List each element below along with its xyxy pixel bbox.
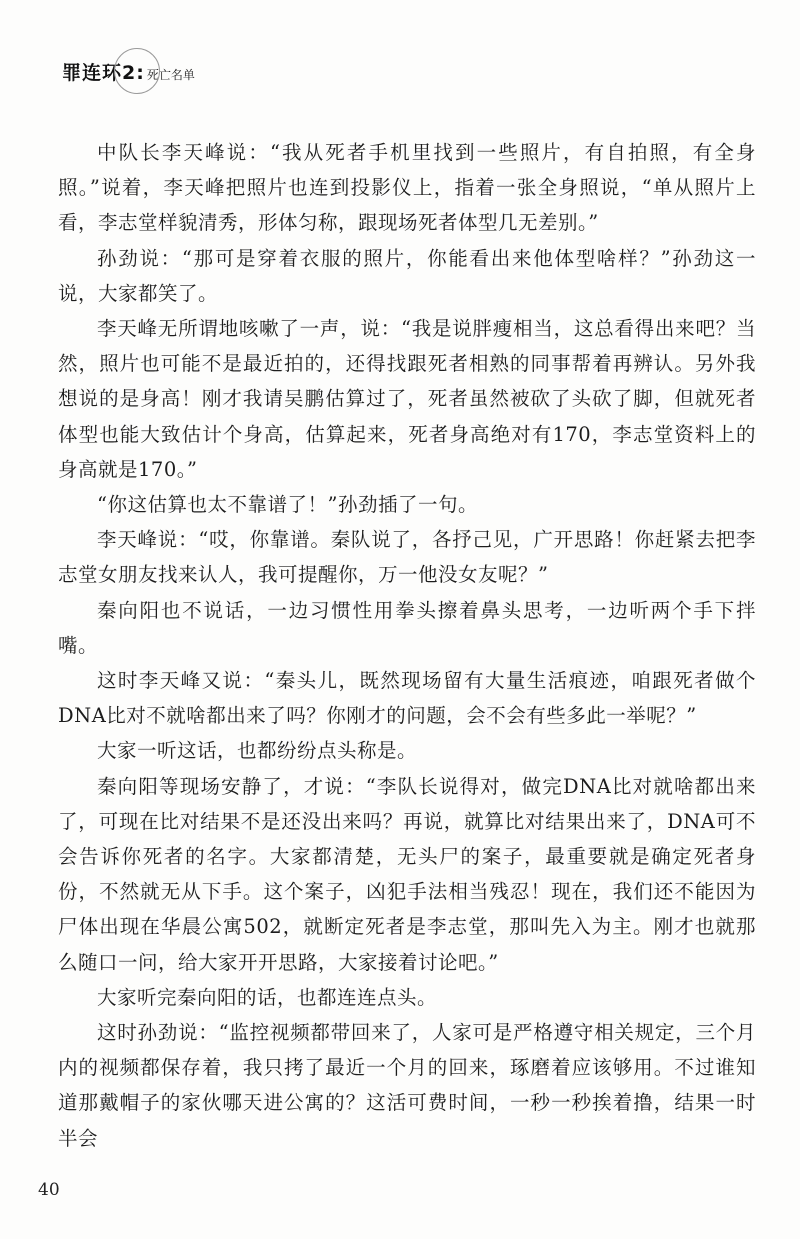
- paragraph: 孙劲说：“那可是穿着衣服的照片，你能看出来他体型啥样？”孙劲这一说，大家都笑了。: [58, 246, 756, 305]
- paragraph: 这时李天峰又说：“秦头儿，既然现场留有大量生活痕迹，咱跟死者做个DNA比对不就啥都出来了吗？你刚才的问题，会不会有些多此一举呢？”: [58, 669, 756, 728]
- running-header: [62, 58, 195, 94]
- book-title: 罪连环2:: [62, 62, 145, 84]
- paragraph: “你这估算也太不靠谱了！”孙劲插了一句。: [97, 493, 478, 517]
- paragraph: 秦向阳等现场安静了，才说：“李队长说得对，做完DNA比对就啥都出来了，可现在比对结果不是还没出来吗？再说，就算比对结果出来了，DNA可不会告诉你死者的名字。大家都清楚，无头尸的案子，最重要就是确定死者身份，不然就无从下手。这个案子，凶犯手法相当残忍！现在，我们还不能因为尸体出现在华晨公寓502，就断定死者是李志堂，那叫先入为主。刚才也就那么随口一问，给大家开开思路，大家接着讨论吧。”: [58, 774, 756, 974]
- paragraph: 秦向阳也不说话，一边习惯性用拳头擦着鼻头思考，一边听两个手下拌嘴。: [58, 598, 756, 657]
- page-number: 40: [38, 1180, 60, 1200]
- paragraph: 李天峰无所谓地咳嗽了一声，说：“我是说胖瘦相当，这总看得出来吧？当然，照片也可能不是最近拍的，还得找跟死者相熟的同事帮着再辨认。另外我想说的是身高！刚才我请吴鹏估算过了，死者虽然被砍了头砍了脚，但就死者体型也能大致估计个身高，估算起来，死者身高绝对有170，李志堂资料上的身高就是170。”: [58, 317, 756, 481]
- paragraph: 中队长李天峰说：“我从死者手机里找到一些照片，有自拍照，有全身照。”说着，李天峰把照片也连到投影仪上，指着一张全身照说，“单从照片上看，李志堂样貌清秀，形体匀称，跟现场死者体型几无差别。”: [58, 141, 756, 235]
- paragraph: 这时孙劲说：“监控视频都带回来了，人家可是严格遵守相关规定，三个月内的视频都保存着，我只拷了最近一个月的回来，琢磨着应该够用。不过谁知道那戴帽子的家伙哪天进公寓的？这活可费时间，一秒一秒挨着撸，结果一时半会: [58, 1021, 756, 1150]
- book-subtitle: 死亡名单: [146, 68, 195, 82]
- paragraph: 李天峰说：“哎，你靠谱。秦队说了，各抒己见，广开思路！你赶紧去把李志堂女朋友找来认人，我可提醒你，万一他没女友呢？”: [58, 528, 756, 587]
- body-text: [58, 135, 756, 1156]
- paragraph: 大家一听这话，也都纷纷点头称是。: [97, 739, 418, 763]
- title-ring-ornament: [114, 48, 160, 94]
- paragraph: 大家听完秦向阳的话，也都连连点头。: [97, 985, 438, 1009]
